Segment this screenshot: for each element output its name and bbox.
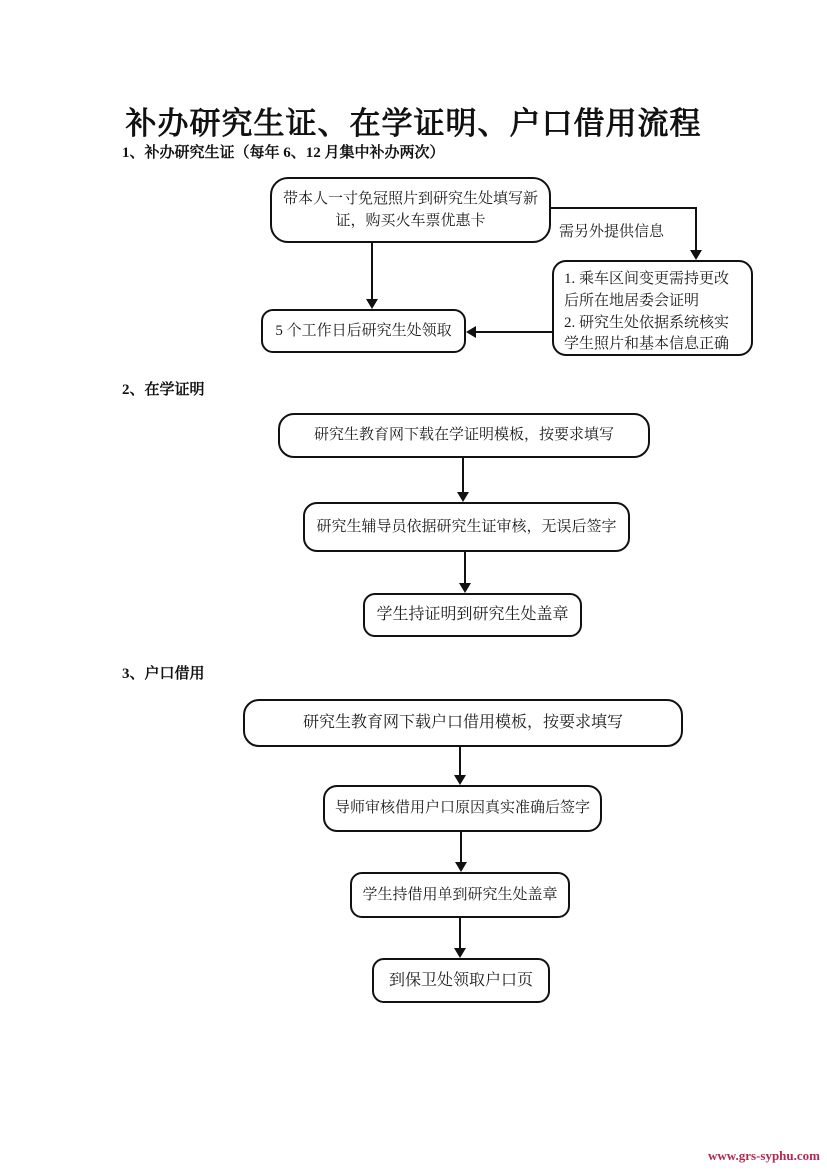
flowbox-extra-info [552, 260, 753, 356]
arrow-left-icon [466, 326, 476, 338]
footer-url: www.grs-syphu.com [708, 1148, 820, 1163]
section1-heading: 1、补办研究生证（每年 6、12 月集中补办两次） [122, 145, 445, 161]
arrow-down-icon [455, 862, 467, 872]
extra-info-item-2: 2. 研究生处依据系统核实学生照片和基本信息正确 [564, 314, 730, 353]
connector-line-left [474, 331, 552, 333]
arrow-down-icon [690, 250, 702, 260]
extra-info-item-1: 1. 乘车区间变更需持更改后所在地居委会证明 [564, 271, 730, 309]
connector-line-down [460, 832, 462, 864]
arrow-down-icon [366, 299, 378, 309]
connector-line-right [551, 207, 697, 209]
flowbox-advisor-review: 导师审核借用户口原因真实准确后签字 [323, 785, 602, 832]
arrow-down-icon [457, 492, 469, 502]
section2-heading: 2、在学证明 [122, 382, 205, 398]
flowbox-download-template: 研究生教育网下载户口借用模板，按要求填写 [243, 699, 683, 747]
connector-line-down [695, 207, 697, 251]
arrow-down-icon [459, 583, 471, 593]
flowbox-apply-new-card: 带本人一寸免冠照片到研究生处填写新证，购买火车票优惠卡 [270, 177, 551, 243]
page-title: 补办研究生证、在学证明、户口借用流程 [125, 106, 702, 141]
flowbox-collect-page: 到保卫处领取户口页 [372, 958, 550, 1003]
section3-heading: 3、户口借用 [122, 666, 205, 682]
flowbox-pickup: 5 个工作日后研究生处领取 [261, 309, 466, 353]
connector-line-down [464, 552, 466, 585]
flowbox-stamp: 学生持证明到研究生处盖章 [363, 593, 582, 637]
flowbox-counselor-review: 研究生辅导员依据研究生证审核，无误后签字 [303, 502, 630, 552]
connector-line-down [459, 918, 461, 950]
connector-line-down [462, 458, 464, 494]
connector-line-down [459, 747, 461, 777]
connector-line-down [371, 243, 373, 301]
arrow-down-icon [454, 775, 466, 785]
arrow-down-icon [454, 948, 466, 958]
flowbox-download-template: 研究生教育网下载在学证明模板，按要求填写 [278, 413, 650, 458]
edge-label-extra-info: 需另外提供信息 [559, 224, 665, 240]
flowbox-stamp: 学生持借用单到研究生处盖章 [350, 872, 570, 918]
